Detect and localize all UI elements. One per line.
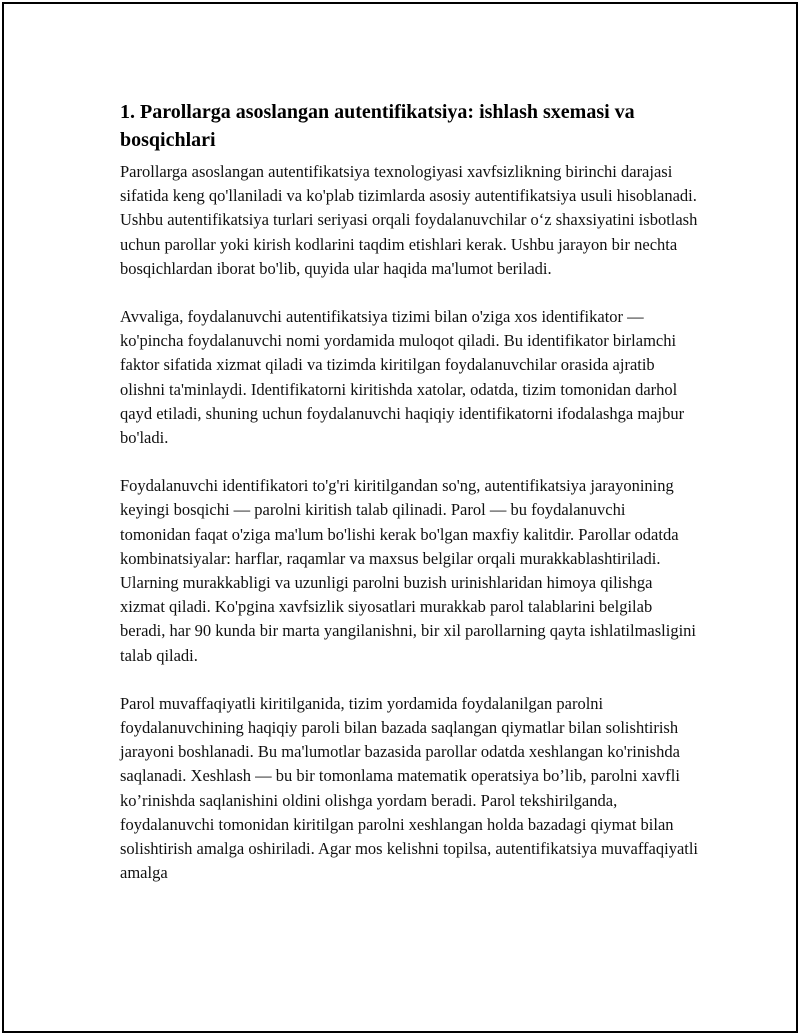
- paragraph-3: Foydalanuvchi identifikatori to'g'ri kiritilgandan so'ng, autentifikatsiya jarayonining keyingi bosqichi — parolni kiritish talab qilinadi. Parol — bu foydalanuvchi tomonidan faqat o'ziga ma'lum bo'lishi kerak bo'lgan maxfiy kalitdir. Parollar odatda kombinatsiyalar: harflar, raqamlar va maxsus belgilar orqali murakkablashtiriladi. Ularning murakkabligi va uzunligi parolni buzish urinishlaridan himoya qilishga xizmat qiladi. Ko'pgina xavfsizlik siyosatlari murakkab parol talablarini belgilab beradi, har 90 kunda bir marta yangilanishni, bir xil parollarning qayta ishlatilmasligini talab qiladi.: [120, 476, 696, 665]
- page-frame: [2, 2, 798, 1033]
- paragraph-4: Parol muvaffaqiyatli kiritilganida, tizim yordamida foydalanilgan parolni foydalanuvchining haqiqiy paroli bilan bazada saqlangan qiymatlar bilan solishtirish jarayoni boshlanadi. Bu ma'lumotlar bazasida parollar odatda xeshlangan ko'rinishda saqlanadi. Xeshlash — bu bir tomonlama matematik operatsiya bo’lib, parolni xavfli ko’rinishda saqlanishini oldini olishga yordam beradi. Parol tekshirilganda, foydalanuvchi tomonidan kiritilgan parolni xeshlangan holda bazadagi qiymat bilan solishtirish amalga oshiriladi. Agar mos kelishni topilsa, autentifikatsiya muvaffaqiyatli amalga: [120, 693, 699, 883]
- document-body: [120, 98, 700, 909]
- paragraph-2: Avvaliga, foydalanuvchi autentifikatsiya tizimi bilan o'ziga xos identifikator — ko'pincha foydalanuvchi nomi yordamida muloqot qiladi. Bu identifikator birlamchi faktor sifatida xizmat qiladi va tizimda kiritilgan foydalanuvchilar orasida ajratib olishni ta'minlaydi. Identifikatorni kiritishda xatolar, odatda, tizim tomonidan darhol qayd etiladi, shuning uchun foydalanuvchi haqiqiy identifikatorni ifodalashga majbur bo'ladi.: [120, 307, 685, 448]
- section-heading: 1. Parollarga asoslangan autentifikatsiya: ishlash sxemasi va bosqichlari: [120, 101, 635, 151]
- paragraph-1: Parollarga asoslangan autentifikatsiya texnologiyasi xavfsizlikning birinchi darajasi sifatida keng qo'llaniladi va ko'plab tizimlarda asosiy autentifikatsiya usuli hisoblanadi. Ushbu autentifikatsiya turlari seriyasi orqali foydalanuvchilar o‘z shaxsiyatini isbotlash uchun parollar yoki kirish kodlarini taqdim etishlari kerak. Ushbu jarayon bir nechta bosqichlardan iborat bo'lib, quyida ular haqida ma'lumot beriladi.: [120, 162, 698, 278]
